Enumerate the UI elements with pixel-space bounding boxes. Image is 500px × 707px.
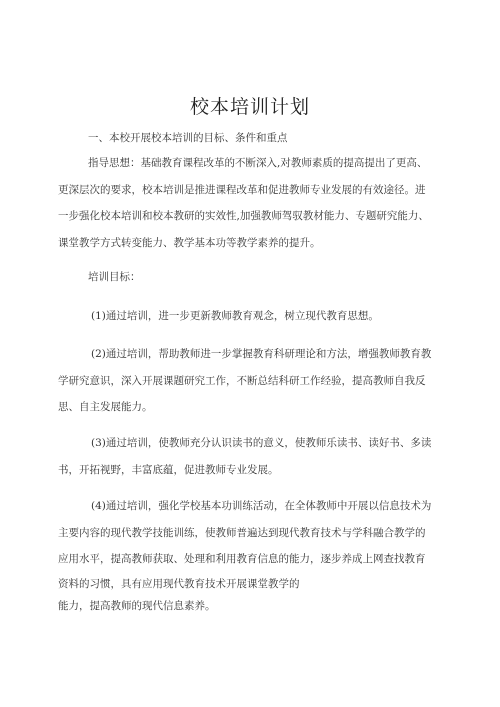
goal-1-paragraph [91,303,463,330]
paragraph-line: 课堂教学方式转变能力、教学基本功等教学素养的提升。 [58,236,321,249]
paragraph-line: (4)通过培训，强化学校基本功训练活动，在全体教师中开展以信息技术为 [91,500,432,512]
document-title: 校本培训计划 [189,96,310,118]
paragraph-line: 思、自主发展能力。 [58,401,153,413]
goal-3-paragraph [58,430,463,483]
goals-label: 培训目标： [88,271,141,283]
guiding-thought-paragraph [58,150,460,256]
goal-4-paragraph [58,493,463,617]
paragraph-line: 书，开拓视野，丰富底蕴，促进教师专业发展。 [58,463,279,476]
paragraph-line: 能力，提高教师的现代信息素养。 [58,599,216,612]
paragraph-line: 主要内容的现代教学技能训练，使教师普遍达到现代教育技术与学科融合教学的 [58,526,426,539]
paragraph-line: (3)通过培训，使教师充分认识读书的意义，使教师乐读书、读好书、多读 [91,437,432,449]
goal-2-paragraph [58,341,463,421]
paragraph-line: (2)通过培训，帮助教师进一步掌握教育科研理论和方法，增强教师教育教 [91,348,432,360]
paragraph-line: 学研究意识，深入开展课题研究工作，不断总结科研工作经验，提高教师自我反 [58,374,426,387]
paragraph-line: (1)通过培训，进一步更新教师教育观念，树立现代教育思想。 [91,310,379,322]
paragraph-line: 指导思想：基础教育课程改革的不断深入,对教师素质的提高提出了更高、 [88,157,428,169]
paragraph-line: 一步强化校本培训和校本教研的实效性,加强教师驾驭教材能力、专题研究能力、 [58,210,429,222]
paragraph-line: 更深层次的要求，校本培训是推进课程改革和促进教师专业发展的有效途径。进 [58,183,426,196]
paragraph-line: 应用水平，提高教师获取、处理和利用教育信息的能力，逐步养成上网查找教育 [58,553,426,565]
paragraph-line: 资料的习惯，具有应用现代教育技术开展课堂教学的 [58,577,300,590]
section-heading: 一、本校开展校本培训的目标、条件和重点 [88,132,288,144]
